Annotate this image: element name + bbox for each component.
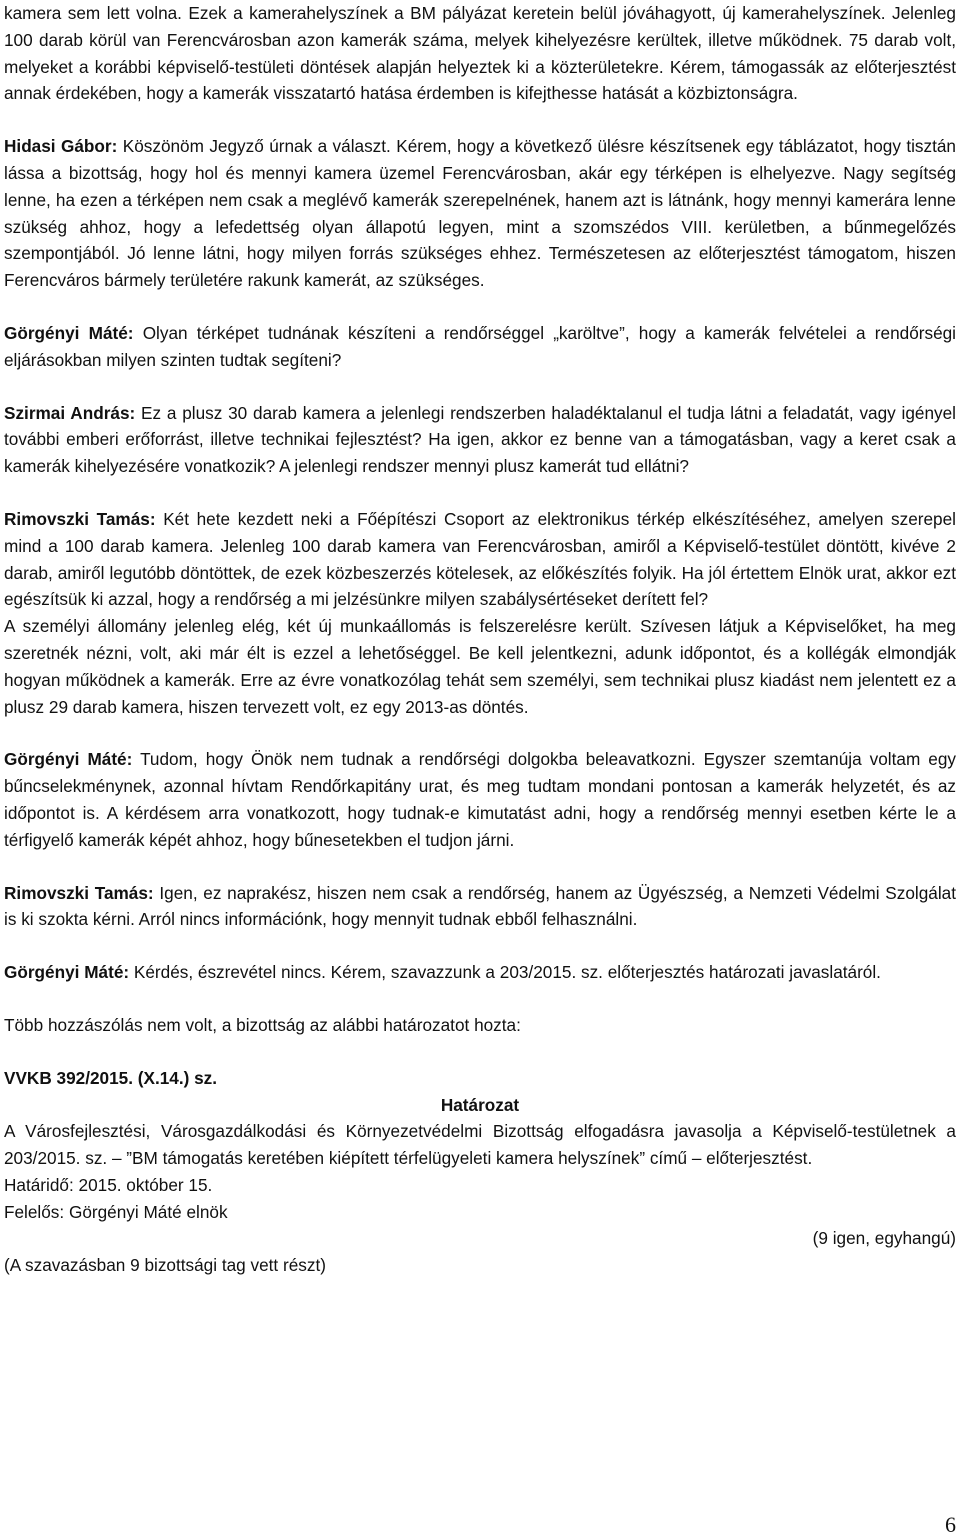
spacer	[4, 720, 956, 746]
spacer	[4, 107, 956, 133]
entry-text: Kérdés, észrevétel nincs. Kérem, szavazzunk a 203/2015. sz. előterjesztés határozati javaslatáról.	[129, 962, 881, 983]
entry-text: Olyan térképet tudnának készíteni a rendőrséggel „karöltve”, hogy a kamerák felvételei a rendőrségi eljárásokban milyen szinten tudtak segíteni?	[4, 322, 957, 370]
entry-gorgenyi-3	[4, 959, 956, 986]
speaker-name: Görgényi Máté:	[4, 962, 130, 983]
resolution-deadline: Határidő: 2015. október 15.	[4, 1174, 213, 1195]
entry-szirmai	[4, 400, 956, 480]
speaker-name: Görgényi Máté:	[4, 322, 134, 343]
resolution-vote-result: (9 igen, egyhangú)	[812, 1228, 956, 1249]
resolution-body: A Városfejlesztési, Városgazdálkodási és Környezetvédelmi Bizottság elfogadásra javasolja a Képviselő-testületnek a 203/2015. sz. – ”BM támogatás keretében kiépített térfelügyeleti kamera helyszínek” című – előterjesztést.	[4, 1121, 956, 1169]
entry-text: Tudom, hogy Önök nem tudnak a rendőrségi dolgokba beleavatkozni. Egyszer szemtanúja voltam egy bűncselekménynek, azonnal hívtam Rendőrkapitány urat, és meg tudtam mondani pontosan a kamerák helyzetét, és az időpontot is. A kérdésem arra vonatkozott, hogy tudnak-e kimutatást adni, hogy a rendőrség mennyi esetben kérte le a térfigyelő kamerák képét ahhoz, hogy bűnesetekben el tudjon járni.	[4, 749, 956, 850]
speaker-name: Rimovszki Tamás:	[4, 508, 156, 529]
spacer	[4, 294, 956, 320]
speaker-name: Görgényi Máté:	[4, 749, 133, 770]
entry-gorgenyi-2	[4, 746, 956, 853]
entry-text: Igen, ez naprakész, hiszen nem csak a rendőrség, hanem az Ügyészség, a Nemzeti Védelmi Szolgálat is ki szokta kérni. Arról nincs információnk, hogy mennyit tudnak ebből felhasználni.	[4, 882, 956, 930]
resolution-heading: Határozat	[440, 1094, 520, 1115]
spacer	[4, 986, 956, 1012]
entry-hidasi	[4, 133, 956, 294]
entry-gorgenyi-1	[4, 320, 956, 374]
spacer	[4, 933, 956, 959]
page-number: 6	[945, 1512, 956, 1537]
spacer	[4, 1039, 956, 1065]
closing-sentence: Több hozzászólás nem volt, a bizottság az alábbi határozatot hozta:	[4, 1014, 521, 1035]
entry-rimovszki-1	[4, 506, 956, 613]
resolution-number: VVKB 392/2015. (X.14.) sz.	[4, 1067, 218, 1088]
entry-text: Ez a plusz 30 darab kamera a jelenlegi rendszerben haladéktalanul el tudja látni a feladatát, vagy igényel további emberi erőforrást, illetve technikai fejlesztést? Ha igen, akkor ez benne van a támogatásban, vagy a keret csak a kamerák kihelyezésére vonatkozik? A jelenlegi rendszer mennyi plusz kamerát tud ellátni?	[4, 402, 956, 477]
intro-paragraph: kamera sem lett volna. Ezek a kamerahelyszínek a BM pályázat keretein belül jóváhagyott, új kamerahelyszínek. Jelenleg 100 darab körül van Ferencvárosban azon kamerák száma, melyek kihelyezésre kerültek, illetve működnek. 75 darab volt, melyeket a korábbi képviselő-testületi döntések alapján helyeztek ki a közterületekre. Kérem, támogassák az előterjesztést annak érdekében, hogy a kamerák visszatartó hatása érdemben is kifejthesse hatását a közbiztonságra.	[4, 3, 956, 104]
resolution-attendance: (A szavazásban 9 bizottsági tag vett részt)	[4, 1255, 326, 1276]
spacer	[4, 480, 956, 506]
entry-text: Két hete kezdett neki a Főépítészi Csoport az elektronikus térkép elkészítéséhez, amelyen szerepel mind a 100 darab kamera. Jelenleg 100 darab kamera van Ferencvárosban, amiről a Képviselő-testület döntött, kivéve 2 darab, amiről legutóbb döntöttek, de ezek közbeszerzés kötelesek, az előkészítés folyik. Ha jól értettem Elnök urat, akkor ezt egészítsük ki azzal, hogy a rendőrség a mi jelzésünkre milyen szabálysértéseket derített fel?	[4, 508, 956, 610]
document-page	[4, 0, 956, 1279]
speaker-name: Szirmai András:	[4, 402, 136, 423]
resolution-responsible: Felelős: Görgényi Máté elnök	[4, 1201, 228, 1222]
speaker-name: Rimovszki Tamás:	[4, 882, 154, 903]
entry-rimovszki-2	[4, 880, 956, 934]
spacer	[4, 854, 956, 880]
speaker-name: Hidasi Gábor:	[4, 136, 118, 157]
entry-rimovszki-1-continuation: A személyi állomány jelenleg elég, két új munkaállomás is felszerelésre került. Szívesen látjuk a Képviselőket, ha meg szeretnék nézni, volt, aki már élt is ezzel a lehetőséggel. Be kell jelentkezni, adunk időpontot, és a kollégák elmondják hogyan működnek a kamerák. Erre az évre vonatkozólag tehát sem személyi, sem technikai plusz kiadást nem jelentett ez a plusz 29 darab kamera, hiszen tervezett volt, ez egy 2013-as döntés.	[4, 616, 956, 717]
spacer	[4, 374, 956, 400]
entry-text: Köszönöm Jegyző úrnak a választ. Kérem, hogy a következő ülésre készítsenek egy táblázatot, hogy tisztán lássa a bizottság, hogy hol és mennyi kamera üzemel Ferencvárosban, akár egy térképen is elhelyezve. Nagy segítség lenne, ha ezen a térképen nem csak a meglévő kamerák szerepelnének, hanem azt is látnánk, hogy mennyi kamerára lenne szükség ahhoz, hogy a lefedettség olyan állapotú legyen, mint a szomszédos VIII. kerületben, a bűnmegelőzés szempontjából. Jó lenne látni, hogy milyen forrás szükséges ehhez. Természetesen az előterjesztést támogatom, hiszen Ferencváros bármely területére rakunk kamerát, az szükséges.	[4, 136, 956, 291]
